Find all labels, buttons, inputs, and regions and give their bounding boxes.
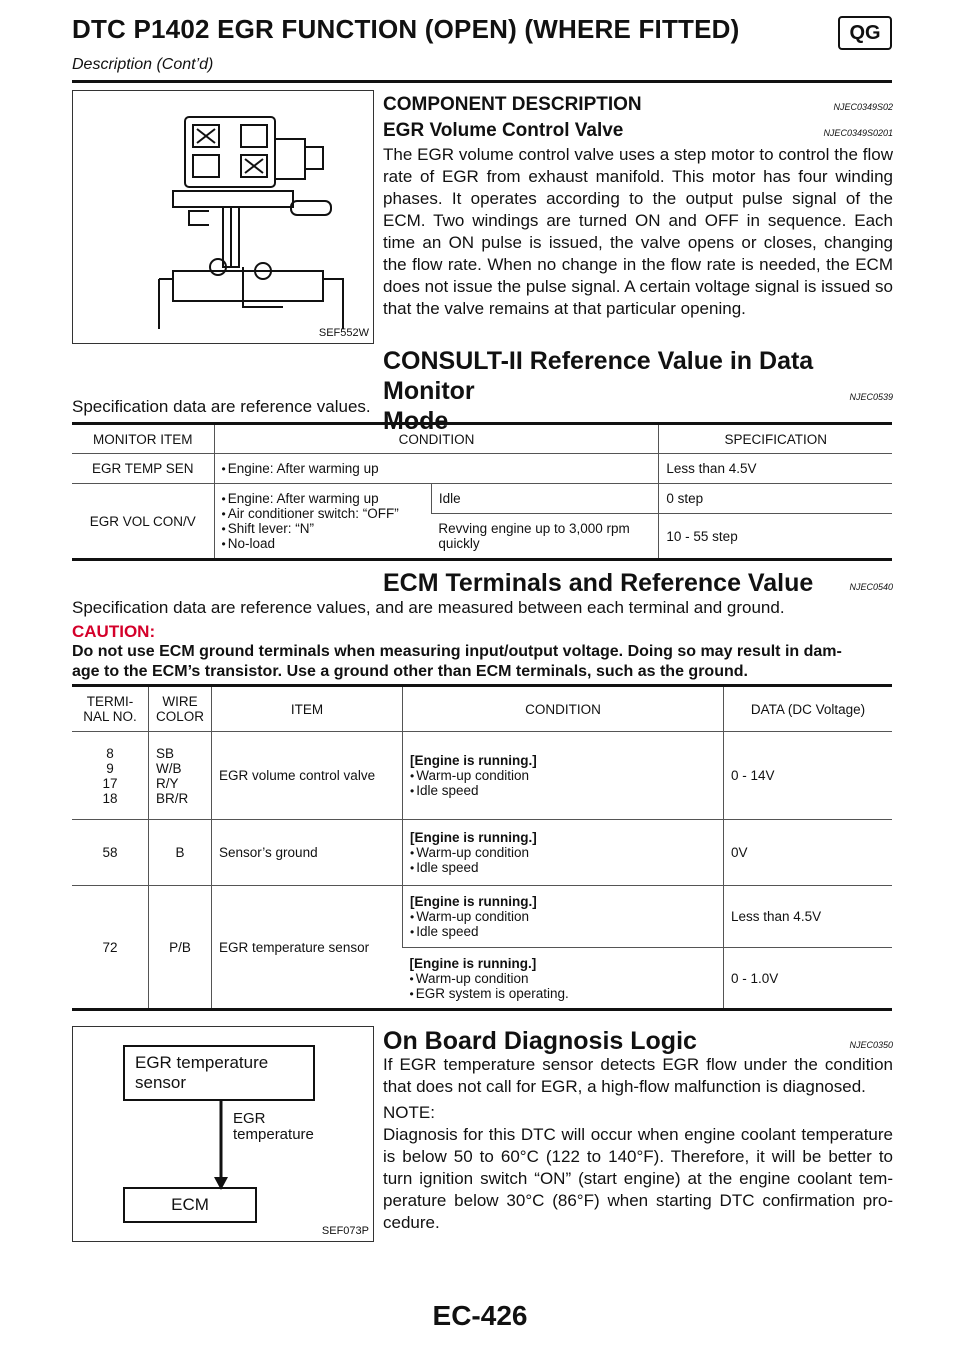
cell-terminals [72, 732, 149, 820]
figure-caption: SEF552W [318, 327, 369, 339]
condition-head: [Engine is running.] [410, 753, 537, 768]
wire-color: R/Y [156, 775, 179, 791]
cell-terminal: 58 [72, 820, 149, 886]
consult-heading-line1: CONSULT-II Reference Value in Data Monitor [383, 347, 814, 405]
cell-ecm-condition [403, 886, 724, 948]
col-item: ITEM [212, 686, 403, 732]
col-ecm-condition: CONDITION [403, 686, 724, 732]
condition-item: • Warm-up condition [410, 971, 717, 986]
cell-ecm-condition [403, 820, 724, 886]
condition-item: • Engine: After warming up [222, 491, 424, 506]
cell-spec-revving: 10 - 55 step [659, 514, 892, 560]
terminal-number: 18 [102, 790, 118, 806]
condition-item: • Idle speed [410, 924, 716, 939]
cell-egr-temp-sen: EGR TEMP SEN [72, 454, 214, 484]
condition-item: • Idle speed [410, 860, 716, 875]
cell-wires [149, 732, 212, 820]
condition-item: • Air conditioner switch: “OFF” [222, 506, 424, 521]
condition-item: • Warm-up condition [410, 909, 716, 924]
cell-revving: Revving engine up to 3,000 rpm quickly [431, 514, 658, 560]
col-wire-line1: WIRE [162, 694, 198, 709]
ecm-note: Specification data are reference values, and are measured between each terminal and ground. [72, 598, 785, 617]
caution-line-1: Do not use ECM ground terminals when measuring input/output voltage. Doing so may result in dam- [72, 643, 842, 660]
cell-data: 0 - 1.0V [724, 948, 892, 1010]
component-heading: COMPONENT DESCRIPTION [383, 94, 642, 115]
engine-badge: QG [838, 16, 892, 50]
ecm-box: ECM [123, 1187, 257, 1223]
component-code: NJEC0349S02 [833, 102, 893, 112]
arrow-label-line: EGR [233, 1110, 266, 1127]
cell-data: 0 - 14V [724, 732, 892, 820]
col-condition: CONDITION [214, 424, 659, 454]
condition-item: • Idle speed [410, 783, 716, 798]
cell-ecm-condition [403, 732, 724, 820]
caution-line-2: age to the ECM’s transistor. Use a ground other than ECM terminals, such as the ground. [72, 663, 748, 680]
obd-text: If EGR temperature sensor detects EGR flow under the condition that does not call for EGR, a high-flow malfunction is diagnosed. [383, 1055, 893, 1096]
cell-terminal: 72 [72, 886, 149, 1010]
consult-code: NJEC0539 [849, 392, 893, 402]
cell-spec-idle: 0 step [659, 484, 892, 514]
col-wire [149, 686, 212, 732]
note-label: NOTE: [383, 1103, 435, 1122]
condition-item: • Warm-up condition [410, 768, 716, 783]
obd-code: NJEC0350 [849, 1040, 893, 1050]
cell-item: EGR temperature sensor [212, 886, 403, 1010]
terminal-number: 9 [106, 760, 114, 776]
egr-valve-figure [72, 90, 374, 344]
wire-color: SB [156, 745, 175, 761]
wire-color: BR/R [156, 790, 189, 806]
page-title: DTC P1402 EGR FUNCTION (OPEN) (WHERE FITTED) [72, 14, 740, 44]
caution-label: CAUTION: [72, 622, 156, 641]
consult-note: Specification data are reference values. [72, 397, 371, 416]
col-wire-line2: COLOR [156, 709, 205, 724]
figure-caption: SEF073P [321, 1225, 369, 1237]
wire-color: W/B [156, 760, 182, 776]
condition-item: • No-load [222, 536, 424, 551]
col-data: DATA (DC Voltage) [724, 686, 892, 732]
cell-item: EGR volume control valve [212, 732, 403, 820]
col-terminal-line1: TERMI- [86, 694, 134, 709]
cell-data: Less than 4.5V [724, 886, 892, 948]
cell-wire: P/B [149, 886, 212, 1010]
cell-ecm-condition [403, 948, 724, 1010]
terminal-number: 8 [106, 745, 114, 761]
condition-item: • EGR system is operating. [410, 986, 717, 1001]
component-text: The EGR volume control valve uses a step motor to control the flow rate of EGR from exhaust manifold. This motor has four winding phases. It operates according to the output pulse signal of the ECM. Two windings are turned ON and OFF in sequence. Each time an ON pulse is issued, the valve opens or closes, changing the flow rate. When no change in the flow rate is needed, the ECM does not issue the pulse signal. A certain voltage signal is issued so that the valve remains at that particular opening. [383, 145, 893, 318]
sensor-box-label: sensor [135, 1073, 187, 1092]
col-terminal [72, 686, 149, 732]
terminal-number: 17 [102, 775, 118, 791]
header-rule [72, 80, 892, 83]
arrow-label [233, 1111, 314, 1143]
col-specification: SPECIFICATION [659, 424, 892, 454]
obd-diagram-figure [72, 1026, 374, 1242]
cell-conditions-list [214, 484, 431, 560]
obd-heading: On Board Diagnosis Logic [383, 1027, 697, 1055]
page-number: EC-426 [432, 1300, 528, 1331]
cell-item: Sensor’s ground [212, 820, 403, 886]
consult-heading-line2: Mode [383, 407, 449, 435]
arrow-label-line: temperature [233, 1126, 314, 1143]
consult-table [72, 422, 892, 561]
ecm-code: NJEC0540 [849, 582, 893, 592]
condition-item: • Shift lever: “N” [222, 521, 424, 536]
col-terminal-line2: NAL NO. [83, 709, 137, 724]
condition-head: [Engine is running.] [410, 830, 537, 845]
page-subtitle: Description (Cont’d) [72, 56, 214, 73]
component-subheading: EGR Volume Control Valve [383, 120, 624, 141]
condition-head: [Engine is running.] [410, 894, 537, 909]
ecm-table [72, 684, 892, 1011]
cell-spec: Less than 4.5V [659, 454, 892, 484]
condition-head: [Engine is running.] [409, 955, 537, 971]
sensor-box-label: EGR temperature [135, 1053, 269, 1072]
cell-egr-vol-conv: EGR VOL CON/V [72, 484, 214, 560]
note-text: Diagnosis for this DTC will occur when engine coolant temperature is below 50 to 60°C (122 to 140°F). Therefore, it will be better to turn ignition switch “ON” (start engine) at the engine coolant tem- perature below 30°C (86°F) when starting DTC confirmation pro- cedure. [383, 1125, 893, 1232]
component-subcode: NJEC0349S0201 [823, 128, 893, 138]
condition-item: • Warm-up condition [410, 845, 716, 860]
col-monitor-item: MONITOR ITEM [72, 424, 214, 454]
cell-idle: Idle [431, 484, 658, 514]
ecm-heading: ECM Terminals and Reference Value [383, 569, 814, 597]
egr-valve-illustration [73, 91, 373, 331]
cell-wire: B [149, 820, 212, 886]
cell-data: 0V [724, 820, 892, 886]
cell-condition: • Engine: After warming up [222, 461, 652, 476]
